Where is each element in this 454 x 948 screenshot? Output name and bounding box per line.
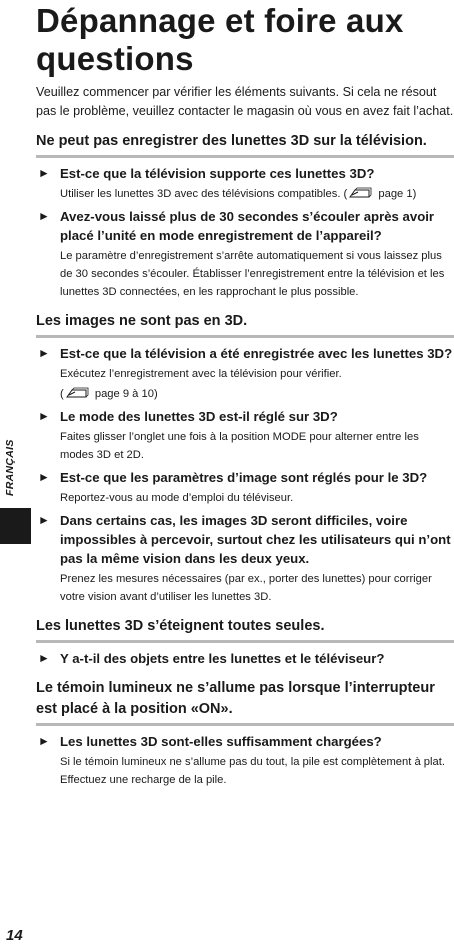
language-tab-marker <box>0 508 31 544</box>
faq-question: Est-ce que la télévision supporte ces lunettes 3D? <box>60 166 375 181</box>
faq-question: Avez-vous laissé plus de 30 secondes s’écouler après avoir placé l’unité en mode enregistrement de l’appareil? <box>60 209 435 243</box>
bullet-arrow-icon: ► <box>38 470 50 484</box>
answer-text: ( <box>60 388 64 400</box>
answer-page-ref: page 9 à 10) <box>91 388 158 400</box>
faq-item <box>36 511 454 606</box>
bullet-arrow-icon: ► <box>38 209 50 223</box>
section-items <box>36 649 454 668</box>
bullet-arrow-icon: ► <box>38 734 50 748</box>
faq-answer: Prenez les mesures nécessaires (par ex., porter des lunettes) pour corriger votre vision avant d’utiliser les lunettes 3D. <box>60 573 432 603</box>
bullet-arrow-icon: ► <box>38 513 50 527</box>
page-reference-icon <box>349 187 373 199</box>
faq-item <box>36 649 454 668</box>
page-reference-icon <box>66 387 90 399</box>
faq-question: Les lunettes 3D sont-elles suffisamment chargées? <box>60 734 382 749</box>
section-items <box>36 732 454 789</box>
faq-answer: Faites glisser l’onglet une fois à la position MODE pour alterner entre les modes 3D et 2D. <box>60 431 419 461</box>
section-heading: Les images ne sont pas en 3D. <box>36 311 454 338</box>
section-auto-off <box>36 616 454 668</box>
bullet-arrow-icon: ► <box>38 651 50 665</box>
faq-answer <box>60 185 454 203</box>
faq-answer: Si le témoin lumineux ne s’allume pas du tout, la pile est complètement à plat. Effectuez une recharge de la pile. <box>60 756 445 786</box>
section-indicator-light <box>36 678 454 789</box>
language-label-text: FRANÇAIS <box>4 439 16 496</box>
answer-text: Utiliser les lunettes 3D avec des télévisions compatibles. ( <box>60 188 348 200</box>
page-number: 14 <box>6 927 23 944</box>
faq-item <box>36 164 454 203</box>
faq-question: Y a-t-il des objets entre les lunettes et le téléviseur? <box>60 651 385 666</box>
faq-answer: Exécutez l’enregistrement avec la télévision pour vérifier. <box>60 368 342 380</box>
section-no-3d-images <box>36 311 454 606</box>
faq-item <box>36 468 454 507</box>
faq-answer: Le paramètre d’enregistrement s’arrête automatiquement si vous laissez plus de 30 secondes s’écouler. Établisser l’enregistrement entre la télévision et les lunettes 3D connectées, en les rapprochant le plus possible. <box>60 250 445 298</box>
section-items <box>36 344 454 606</box>
bullet-arrow-icon: ► <box>38 409 50 423</box>
faq-question: Dans certains cas, les images 3D seront difficiles, voire impossibles à percevoir, surtout chez les utilisateurs qui n’ont pas la même vision dans les deux yeux. <box>60 513 451 566</box>
faq-item <box>36 344 454 403</box>
faq-item <box>36 207 454 301</box>
section-heading: Le témoin lumineux ne s’allume pas lorsque l’interrupteur est placé à la position «ON». <box>36 678 454 726</box>
section-heading: Les lunettes 3D s’éteignent toutes seules. <box>36 616 454 643</box>
faq-answer: Reportez-vous au mode d’emploi du téléviseur. <box>60 492 294 504</box>
faq-item <box>36 407 454 464</box>
faq-item <box>36 732 454 789</box>
faq-question: Est-ce que la télévision a été enregistrée avec les lunettes 3D? <box>60 346 453 361</box>
faq-question: Le mode des lunettes 3D est-il réglé sur 3D? <box>60 409 338 424</box>
section-registration <box>36 131 454 301</box>
intro-paragraph: Veuillez commencer par vérifier les éléments suivants. Si cela ne résout pas le problème, veuillez contacter le magasin où vous en avez fait l’achat. <box>36 85 454 118</box>
answer-page-ref: page 1) <box>375 188 417 200</box>
bullet-arrow-icon: ► <box>38 166 50 180</box>
section-items <box>36 164 454 301</box>
document-page <box>36 0 454 793</box>
faq-answer-ref <box>60 385 454 403</box>
page-title: Dépannage et foire aux questions <box>36 2 404 77</box>
faq-question: Est-ce que les paramètres d’image sont réglés pour le 3D? <box>60 470 428 485</box>
bullet-arrow-icon: ► <box>38 346 50 360</box>
section-heading: Ne peut pas enregistrer des lunettes 3D sur la télévision. <box>36 131 454 158</box>
language-side-label <box>0 434 31 504</box>
